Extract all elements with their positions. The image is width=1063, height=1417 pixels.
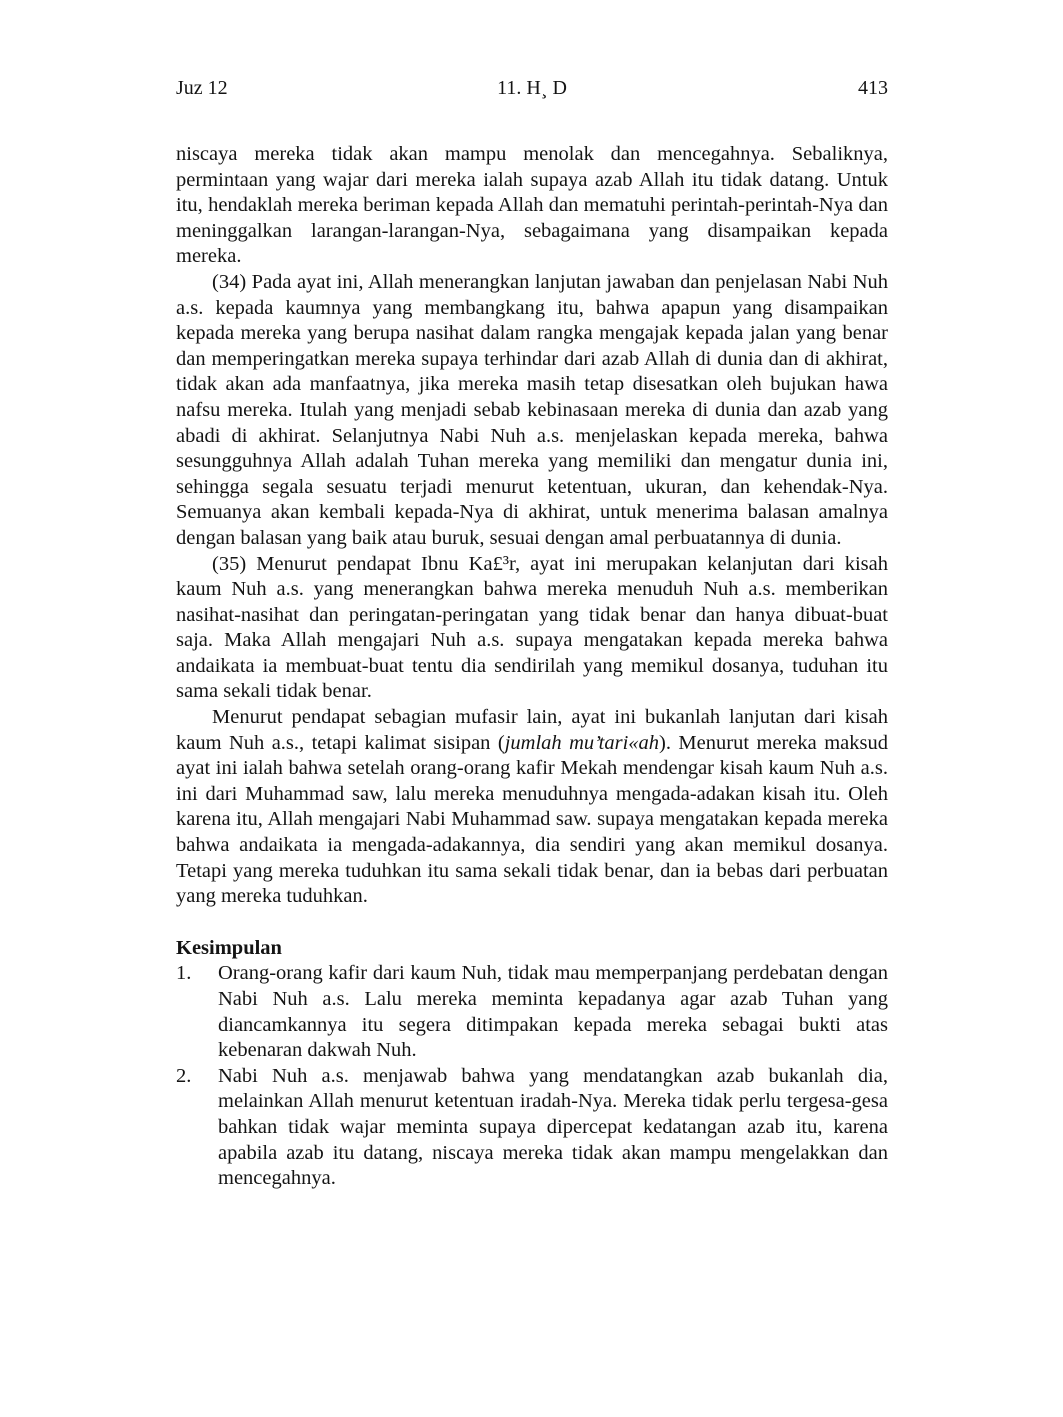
header-juz-label: Juz 12 (176, 77, 228, 99)
paragraph-continuation: niscaya mereka tidak akan mampu menolak dan mencegahnya. Sebaliknya, permintaan yang wajar dari mereka ialah supaya azab Allah itu tidak datang. Untuk itu, hendaklah mereka beriman kepada Allah dan mematuhi perintah-perintah-Nya dan meninggalkan larangan-larangan-Nya, sebagaimana yang disampaikan kepada mereka. (176, 143, 888, 268)
kesimpulan-heading: Kesimpulan (176, 936, 282, 959)
list-item-2-text: Nabi Nuh a.s. menjawab bahwa yang mendatangkan azab bukanlah dia, melainkan Allah menurut ketentuan iradah-Nya. Mereka tidak perlu tergesa-gesa bahkan tidak wajar meminta supaya dipercepat kedatangan azab itu, karena apabila azab itu datang, niscaya mereka tidak akan mampu mengelakkan dan mencegahnya. (218, 1064, 888, 1190)
header-surah-title: 11. H¸ D (497, 77, 567, 99)
paragraph-ayat-34: (34) Pada ayat ini, Allah menerangkan lanjutan jawaban dan penjelasan Nabi Nuh a.s. kepada kaumnya yang membangkang itu, bahwa apapun yang disampaikan kepada mereka yang berupa nasihat dalam rangka mengajak kepada jalan yang benar dan memperingatkan mereka supaya terhindar dari azab Allah di dunia dan di akhirat, tidak akan ada manfaatnya, jika mereka masih tetap disesatkan oleh bujukan hawa nafsu mereka. Itulah yang menjadi sebab kebinasaan mereka di dunia dan azab yang abadi di akhirat. Selanjutnya Nabi Nuh a.s. menjelaskan kepada mereka, bahwa sesungguhnya Allah adalah Tuhan mereka yang memiliki dan mengatur dunia ini, sehingga segala sesuatu terjadi menurut ketentuan, ukuran, dan kehendak-Nya. Semuanya akan kembali kepada-Nya di akhirat, untuk menerima balasan amalnya dengan balasan yang baik atau buruk, sesuai dengan amal perbuatannya di dunia. (176, 270, 888, 549)
kesimpulan-list (176, 961, 888, 1191)
arabic-term-italic: jumlah mu’tari«ah (504, 731, 660, 754)
paragraph-segment-pre: Menurut pendapat sebagian mufasir lain, ayat ini bukanlah lanjutan dari kisah kaum Nuh a.s., tetapi kalimat sisipan ( (176, 706, 888, 754)
paragraph-ayat-35: (35) Menurut pendapat Ibnu Ka£³r, ayat ini merupakan kelanjutan dari kisah kaum Nuh a.s. yang menerangkan bahwa mereka menuduh Nuh a.s. memberikan nasihat-nasihat dan peringatan-peringatan yang tidak benar dan hanya dibuat-buat saja. Maka Allah mengajari Nuh a.s. supaya mengatakan kepada mereka bahwa andaikata ia membuat-buat tentu dia sendirilah yang memikul dosanya, tuduhan itu sama sekali tidak benar. (176, 552, 888, 703)
list-item-1-text: Orang-orang kafir dari kaum Nuh, tidak mau memperpanjang perdebatan dengan Nabi Nuh a.s. Lalu mereka meminta kepadanya agar azab Tuhan yang diancamkannya itu segera ditimpakan kepada mereka sebagai bukti atas kebenaran dakwah Nuh. (218, 962, 888, 1062)
body-text (176, 142, 888, 1192)
page-header (176, 76, 888, 100)
header-page-number: 413 (857, 77, 888, 99)
paragraph-mufasir-lain (176, 705, 888, 910)
list-item-1-number: 1. (176, 962, 192, 985)
list-item-2 (176, 1064, 888, 1192)
list-item-2-number: 2. (176, 1064, 192, 1087)
paragraph-segment-post: ). Menurut mereka maksud ayat ini ialah bahwa setelah orang-orang kafir Mekah mendengar kisah kaum Nuh a.s. ini dari Muhammad saw, lalu mereka menuduhnya mengada-adakan kisah itu. Oleh karena itu, Allah mengajari Nabi Muhammad saw. supaya mengatakan kepada mereka bahwa andaikata ia mengada-adakannya, dia sendiri yang akan memikul dosanya. Tetapi yang mereka tuduhkan itu sama sekali tidak benar, dan ia bebas dari perbuatan yang mereka tuduhkan. (176, 731, 888, 908)
list-item-1 (176, 961, 888, 1063)
